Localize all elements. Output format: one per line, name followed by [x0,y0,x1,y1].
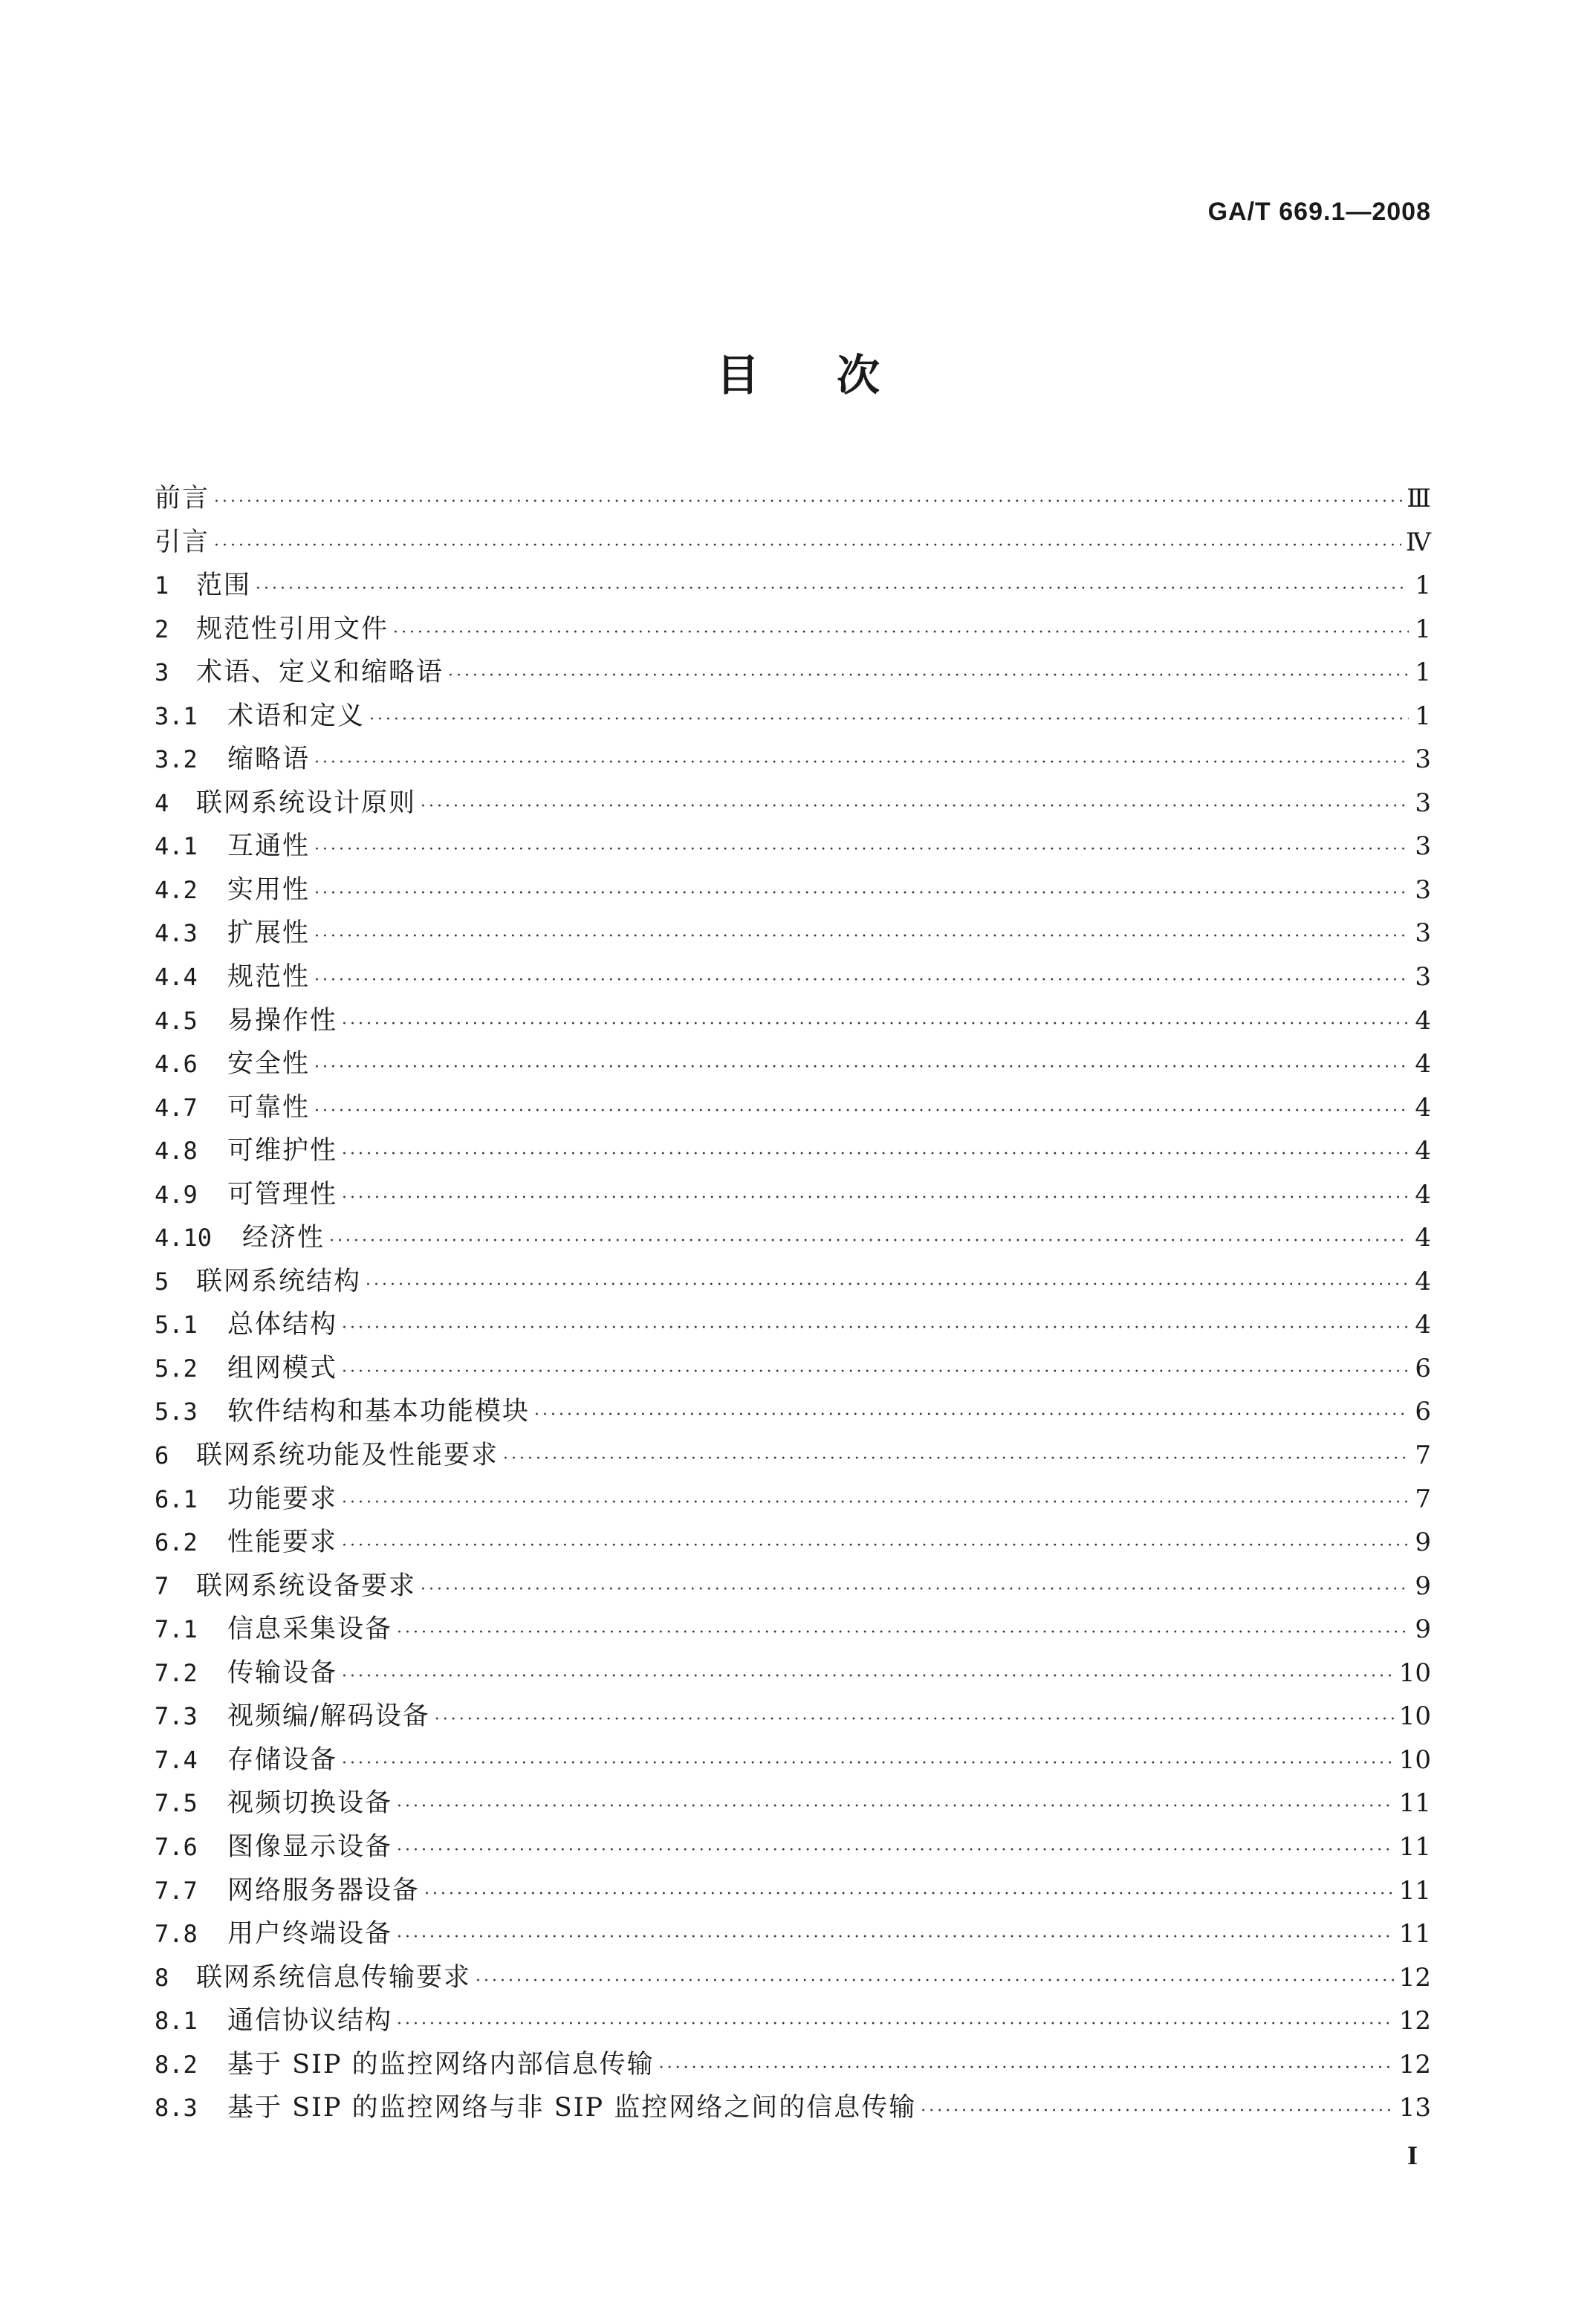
toc-leader-dots [342,1742,1395,1785]
toc-entry-title: 扩展性 [227,918,311,949]
toc-entry-title: 规范性 [227,962,311,993]
toc-entry-title: 联网系统结构 [196,1266,362,1296]
toc-entry-number: 7.3 [155,1702,198,1731]
toc-entry-page: 9 [1415,1571,1431,1601]
toc-entry-page: 6 [1415,1353,1431,1383]
toc-entry-page: 3 [1415,874,1431,905]
toc-entry-number: 5.3 [155,1397,198,1426]
toc-leader-dots [329,1220,1409,1263]
toc-entry-title: 信息采集设备 [227,1614,393,1645]
toc-leader-dots [314,828,1409,871]
toc-entry-page: 6 [1415,1397,1431,1427]
toc-entry-page: Ⅳ [1406,527,1431,557]
toc-leader-dots [342,1351,1409,1394]
toc-entry-title: 视频编/解码设备 [227,1701,430,1732]
toc-entry-page: 4 [1415,1223,1431,1253]
toc-entry[interactable] [155,651,1431,695]
toc-entry-page: 3 [1415,831,1431,862]
toc-entry-number: 7.8 [155,1920,198,1949]
toc-leader-dots [503,1438,1409,1481]
toc-entry-number: 3.1 [155,701,198,730]
toc-entry[interactable] [155,695,1431,738]
page-title [0,340,1596,403]
toc-entry-number: 4.10 [155,1224,213,1253]
toc-leader-dots [421,1568,1409,1611]
toc-entry[interactable] [155,1129,1431,1173]
toc-leader-dots [397,2003,1395,2046]
toc-entry[interactable] [155,1608,1431,1652]
toc-entry-title: 经济性 [242,1223,325,1253]
toc-entry[interactable] [155,782,1431,825]
toc-leader-dots [342,1003,1409,1046]
toc-entry-page: 11 [1398,1875,1431,1906]
toc-entry[interactable] [155,1216,1431,1260]
toc-entry-title: 总体结构 [227,1310,338,1340]
toc-entry-page: 12 [1398,2049,1431,2080]
toc-leader-dots [214,525,1401,568]
toc-entry-title: 基于 SIP 的监控网络内部信息传输 [227,2049,655,2080]
toc-entry-number: 3 [155,658,169,687]
toc-entry-page: 9 [1415,1528,1431,1558]
toc-entry-page: 1 [1415,658,1431,688]
toc-entry-page: 7 [1415,1484,1431,1514]
toc-leader-dots [314,741,1409,785]
toc-leader-dots [393,611,1409,655]
toc-entry-number: 4 [155,788,169,817]
toc-entry-title: 联网系统设计原则 [196,788,417,818]
toc-leader-dots [314,959,1409,1002]
toc-entry-number: 7.5 [155,1789,198,1818]
toc-entry-page: 4 [1415,1005,1431,1036]
toc-entry-title: 联网系统功能及性能要求 [196,1441,499,1471]
toc-entry[interactable] [155,1738,1431,1782]
toc-entry-number: 4.6 [155,1050,198,1079]
toc-entry-title: 网络服务器设备 [227,1875,421,1906]
toc-entry-page: 4 [1415,1310,1431,1340]
toc-leader-dots [314,1046,1409,1089]
toc-entry-title: 性能要求 [227,1528,338,1558]
toc-entry-number: 6.2 [155,1528,198,1557]
standard-code: GA/T 669.1—2008 [1207,198,1431,226]
toc-entry-number: 7 [155,1571,169,1600]
toc-entry[interactable] [155,1999,1431,2043]
toc-entry[interactable] [155,1695,1431,1738]
toc-entry-number: 8.2 [155,2050,198,2079]
toc-entry-page: 13 [1398,2093,1431,2123]
toc-entry-title: 互通性 [227,831,311,862]
toc-entry-title: 缩略语 [227,744,311,775]
toc-entry-title: 联网系统信息传输要求 [196,1962,472,1993]
toc-leader-dots [476,1960,1395,2003]
toc-entry-page: 3 [1415,788,1431,818]
toc-entry-title: 实用性 [227,874,311,905]
toc-leader-dots [342,1655,1395,1698]
toc-entry-page: 4 [1415,1179,1431,1210]
toc-entry-page: 12 [1398,1962,1431,1993]
toc-leader-dots [421,785,1409,828]
toc-entry-number: 4.3 [155,919,198,948]
toc-entry-page: 4 [1415,1136,1431,1166]
toc-leader-dots [342,1481,1409,1525]
toc-entry-page: 3 [1415,744,1431,775]
toc-entry-page: 1 [1415,614,1431,644]
toc-entry[interactable] [155,1173,1431,1217]
toc-entry-number: 4.4 [155,963,198,992]
toc-entry-number: 4.5 [155,1006,198,1035]
toc-entry-page: Ⅲ [1407,484,1431,513]
toc-entry-title: 传输设备 [227,1658,338,1688]
toc-leader-dots [366,1264,1409,1307]
toc-entry[interactable] [155,1434,1431,1478]
toc-leader-dots [397,1611,1409,1655]
toc-entry-number: 8.1 [155,2007,198,2036]
toc-leader-dots [397,1916,1395,1959]
toc-entry-page: 10 [1398,1744,1431,1775]
toc-leader-dots [342,1177,1409,1220]
toc-entry[interactable] [155,1260,1431,1304]
toc-entry-title: 易操作性 [227,1005,338,1036]
toc-entry-page: 11 [1398,1788,1431,1819]
toc-entry-page: 4 [1415,1266,1431,1296]
toc-entry-page: 4 [1415,1049,1431,1080]
toc-leader-dots [424,1873,1395,1916]
toc-entry-title: 术语和定义 [227,701,366,731]
title-char-1: 目 [716,350,759,400]
toc-entry-title: 联网系统设备要求 [196,1571,417,1601]
toc-leader-dots [435,1698,1395,1741]
toc-entry-number: 8 [155,1963,169,1992]
toc-entry-title: 引言 [155,527,210,557]
toc-entry[interactable] [155,738,1431,782]
toc-entry-title: 通信协议结构 [227,2006,393,2036]
toc-entry-title: 可靠性 [227,1092,311,1123]
toc-leader-dots [314,872,1409,915]
toc-entry-title: 存储设备 [227,1744,338,1775]
toc-entry-title: 功能要求 [227,1484,338,1514]
table-of-contents [155,477,1431,2130]
toc-entry-title: 视频切换设备 [227,1788,393,1819]
toc-entry[interactable] [155,2086,1431,2130]
toc-leader-dots [659,2047,1395,2090]
toc-entry-number: 3.2 [155,745,198,774]
toc-entry[interactable] [155,912,1431,955]
toc-entry-title: 规范性引用文件 [196,614,389,644]
toc-entry[interactable] [155,1303,1431,1347]
toc-entry-number: 1 [155,571,169,600]
toc-entry[interactable] [155,521,1431,565]
toc-entry-number: 4.2 [155,875,198,904]
toc-entry[interactable] [155,1565,1431,1608]
page-number: I [1407,2140,1418,2170]
toc-entry-number: 7.1 [155,1615,198,1644]
toc-leader-dots [534,1394,1409,1437]
toc-entry-page: 1 [1415,701,1431,731]
toc-entry-number: 5 [155,1267,169,1296]
toc-entry-number: 5.1 [155,1311,198,1340]
toc-entry-number: 6 [155,1441,169,1470]
toc-entry[interactable] [155,1347,1431,1391]
toc-entry-number: 4.1 [155,832,198,861]
toc-entry-title: 可维护性 [227,1136,338,1166]
toc-entry[interactable] [155,477,1431,521]
title-char-2: 次 [837,350,880,400]
toc-entry-title: 基于 SIP 的监控网络与非 SIP 监控网络之间的信息传输 [227,2093,917,2123]
toc-entry-title: 术语、定义和缩略语 [196,658,444,688]
toc-entry[interactable] [155,999,1431,1043]
toc-entry[interactable] [155,955,1431,999]
toc-entry-title: 图像显示设备 [227,1831,393,1862]
toc-entry-number: 5.2 [155,1354,198,1383]
toc-entry-page: 12 [1398,2006,1431,2036]
toc-entry-page: 3 [1415,962,1431,993]
toc-entry-number: 7.7 [155,1876,198,1905]
toc-entry[interactable] [155,1912,1431,1956]
toc-entry-page: 11 [1398,1919,1431,1949]
toc-entry-number: 6.1 [155,1484,198,1513]
toc-entry[interactable] [155,1825,1431,1869]
toc-entry[interactable] [155,1652,1431,1695]
toc-entry[interactable] [155,1782,1431,1825]
toc-leader-dots [921,2090,1395,2133]
toc-entry[interactable] [155,1086,1431,1130]
toc-entry[interactable] [155,1521,1431,1565]
toc-entry-page: 9 [1415,1614,1431,1645]
toc-entry[interactable] [155,1869,1431,1913]
toc-entry[interactable] [155,869,1431,912]
toc-entry[interactable] [155,1390,1431,1434]
toc-entry[interactable] [155,564,1431,608]
toc-leader-dots [342,1525,1409,1568]
toc-leader-dots [256,568,1409,611]
toc-leader-dots [397,1829,1395,1872]
toc-entry-title: 可管理性 [227,1179,338,1210]
toc-leader-dots [314,1090,1409,1133]
toc-entry-page: 11 [1398,1831,1431,1862]
toc-entry-title: 前言 [155,484,210,513]
toc-entry-page: 7 [1415,1441,1431,1471]
toc-leader-dots [342,1307,1409,1350]
toc-entry-number: 8.3 [155,2094,198,2123]
toc-entry-page: 10 [1398,1701,1431,1732]
toc-entry-number: 2 [155,614,169,643]
toc-entry-number: 7.4 [155,1745,198,1774]
toc-entry-page: 10 [1398,1658,1431,1688]
toc-entry-page: 4 [1415,1092,1431,1123]
toc-leader-dots [314,915,1409,958]
toc-entry-title: 范围 [196,571,252,601]
toc-entry-number: 4.7 [155,1093,198,1122]
toc-entry-page: 1 [1415,571,1431,601]
toc-entry-title: 软件结构和基本功能模块 [227,1397,531,1427]
toc-entry-title: 用户终端设备 [227,1919,393,1949]
toc-entry[interactable] [155,1478,1431,1522]
toc-leader-dots [397,1785,1395,1828]
toc-leader-dots [448,655,1409,698]
toc-entry[interactable] [155,608,1431,652]
toc-entry[interactable] [155,2043,1431,2087]
toc-leader-dots [342,1133,1409,1176]
toc-entry-title: 安全性 [227,1049,311,1080]
toc-entry-title: 组网模式 [227,1353,338,1383]
toc-entry-number: 7.2 [155,1658,198,1687]
toc-leader-dots [214,481,1402,524]
toc-entry[interactable] [155,1956,1431,2000]
toc-entry-number: 4.8 [155,1137,198,1166]
toc-entry-page: 3 [1415,918,1431,949]
toc-entry[interactable] [155,825,1431,869]
toc-entry-number: 7.6 [155,1832,198,1861]
toc-entry-number: 4.9 [155,1180,198,1209]
toc-entry[interactable] [155,1042,1431,1086]
toc-leader-dots [369,698,1409,741]
